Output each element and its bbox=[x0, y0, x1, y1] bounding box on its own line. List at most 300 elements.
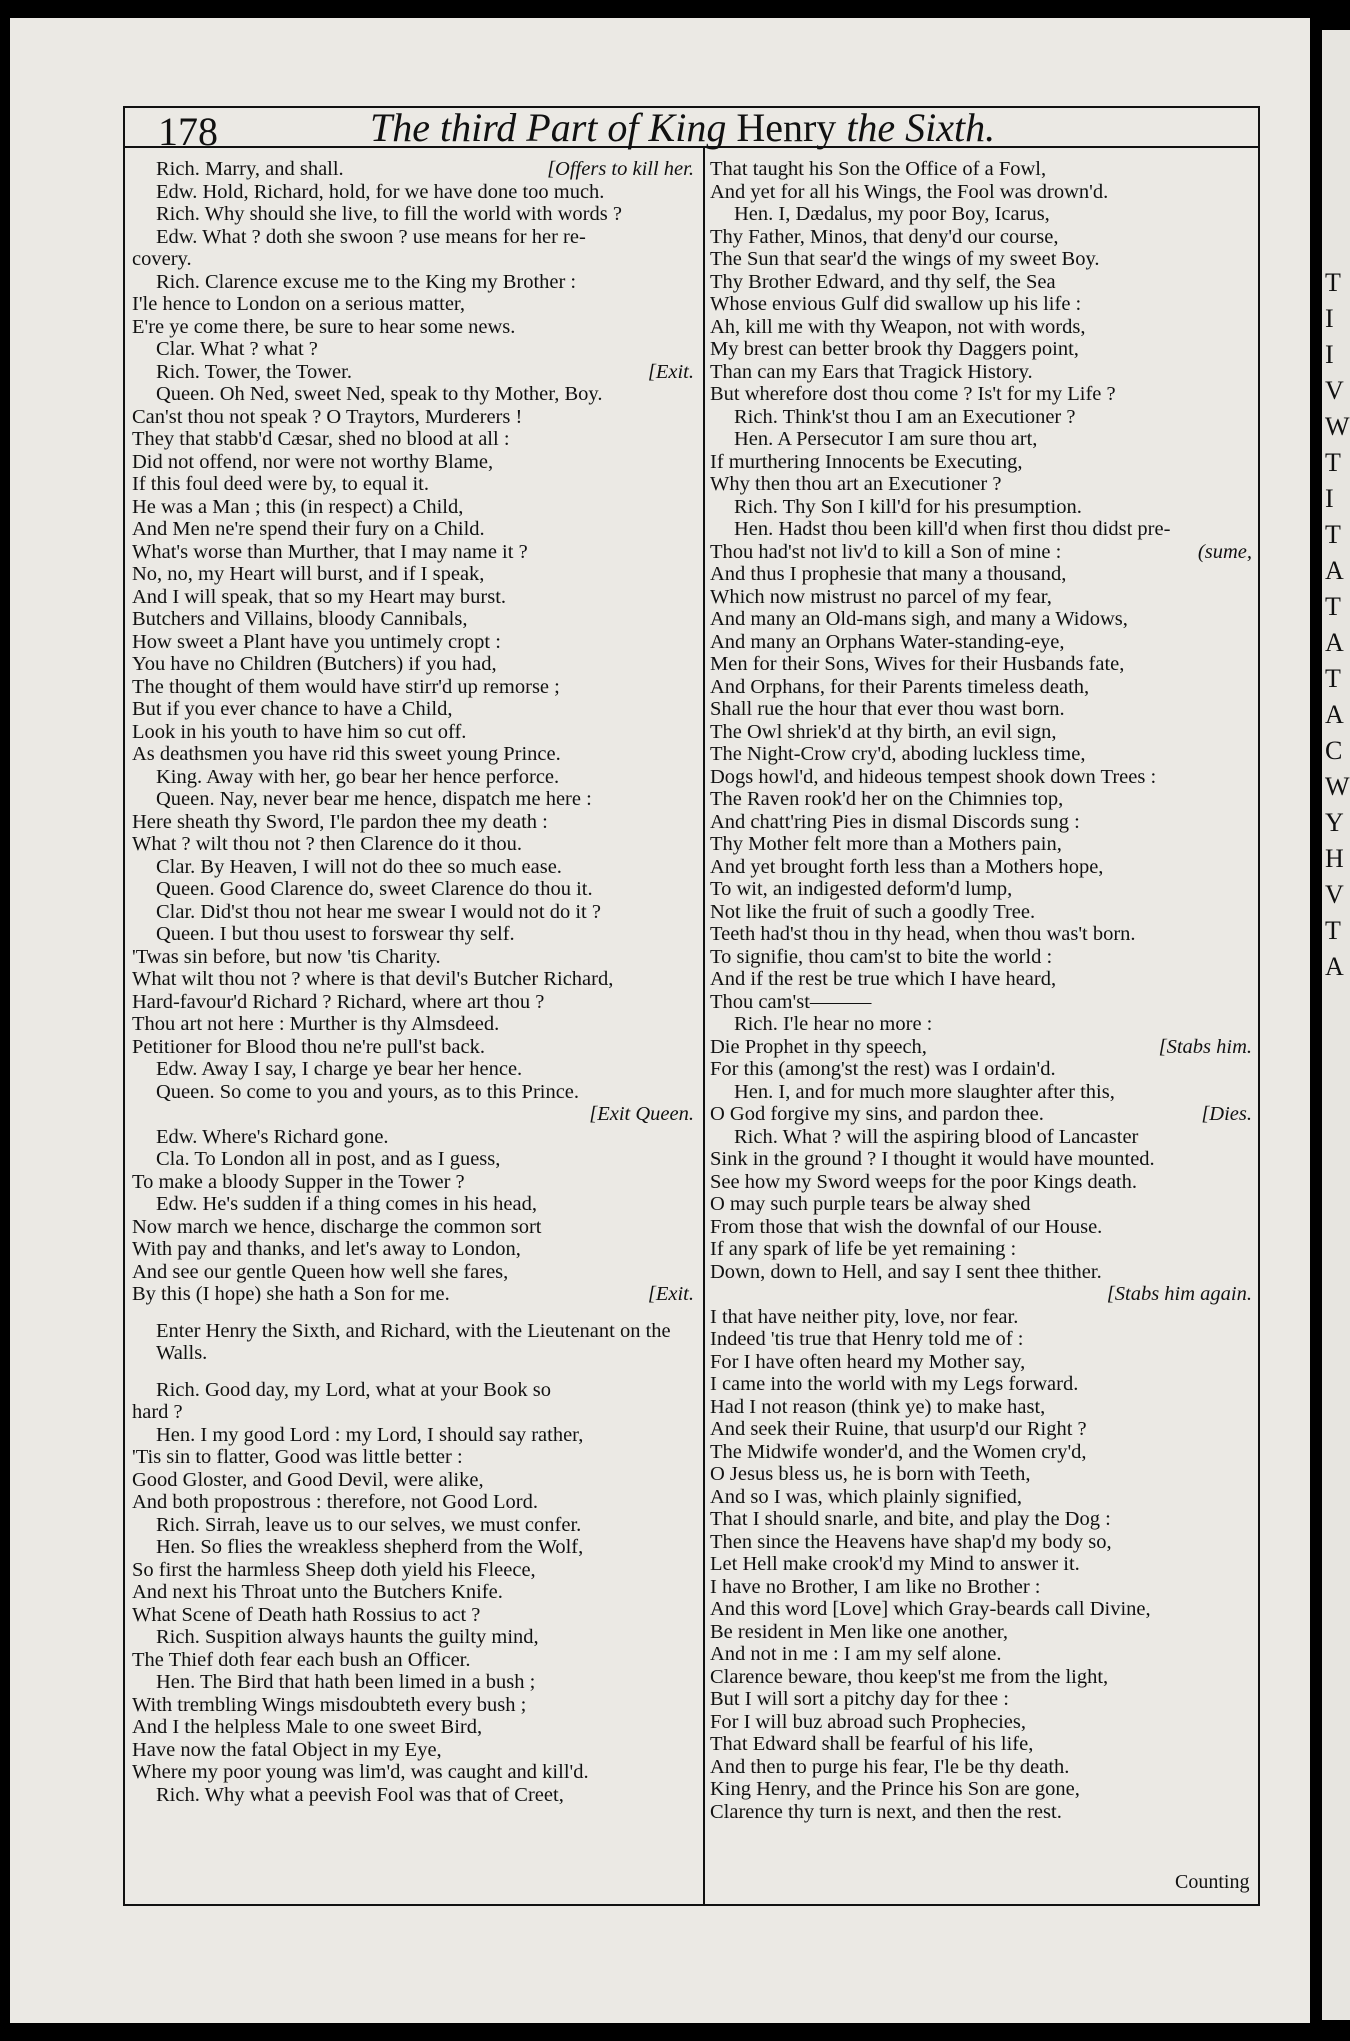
line-text: Thy Father, Minos, that deny'd our course, bbox=[710, 225, 1059, 248]
line-text: Hen. A Persecutor I am sure thou art, bbox=[734, 428, 1038, 450]
line-text: And seek their Ruine, that usurp'd our Right ? bbox=[710, 1418, 1087, 1440]
verse-line bbox=[710, 1081, 1252, 1104]
line-text: I that have neither pity, love, nor fear. bbox=[710, 1305, 1019, 1328]
verse-line bbox=[132, 1581, 694, 1604]
line-text: He was a Man ; this (in respect) a Child, bbox=[132, 495, 464, 518]
verse-line bbox=[710, 631, 1252, 654]
line-text: And so I was, which plainly signified, bbox=[710, 1485, 1023, 1508]
line-text: Thy Mother felt more than a Mothers pain, bbox=[710, 833, 1062, 855]
verse-line bbox=[132, 833, 694, 856]
line-text: Thou art not here : Murther is thy Almsdeed. bbox=[132, 1013, 500, 1035]
verse-line bbox=[710, 473, 1252, 496]
line-text: Can'st thou not speak ? O Traytors, Murderers ! bbox=[132, 405, 523, 428]
verse-line bbox=[710, 1621, 1252, 1644]
line-text: Sink in the ground ? I thought it would have mounted. bbox=[710, 1148, 1155, 1170]
verse-line bbox=[132, 1081, 694, 1104]
stage-direction-marginal: [Stabs him again. bbox=[1106, 1283, 1252, 1305]
verse-line bbox=[710, 1306, 1252, 1329]
verse-line bbox=[710, 226, 1252, 249]
line-text: And many an Orphans Water-standing-eye, bbox=[710, 630, 1065, 653]
line-text: You have no Children (Butchers) if you had, bbox=[132, 653, 497, 675]
line-text: By this (I hope) she hath a Son for me. bbox=[132, 1283, 450, 1305]
line-text: From those that wish the downfal of our House. bbox=[710, 1215, 1103, 1238]
verse-line bbox=[132, 1193, 694, 1216]
verse-line bbox=[710, 1261, 1252, 1284]
verse-line bbox=[710, 968, 1252, 991]
verse-line bbox=[710, 1486, 1252, 1509]
verse-line bbox=[710, 1778, 1252, 1801]
verse-line bbox=[710, 518, 1252, 541]
line-text: Thou had'st not liv'd to kill a Son of mine : bbox=[710, 540, 1062, 563]
verse-line bbox=[710, 496, 1252, 519]
verse-line bbox=[132, 1283, 694, 1306]
verse-line bbox=[710, 946, 1252, 969]
line-text: King Henry, and the Prince his Son are gone, bbox=[710, 1778, 1080, 1800]
line-text: And not in me : I am my self alone. bbox=[710, 1643, 1002, 1665]
line-text: O may such purple tears be alway shed bbox=[710, 1193, 1031, 1215]
line-text: Look in his youth to have him so cut off. bbox=[132, 720, 467, 743]
verse-line bbox=[132, 743, 694, 766]
verse-line bbox=[132, 1036, 694, 1059]
verse-line bbox=[710, 1711, 1252, 1734]
verse-line bbox=[132, 361, 694, 384]
line-text: And I the helpless Male to one sweet Bird, bbox=[132, 1716, 483, 1738]
line-text: See how my Sword weeps for the poor Kings death. bbox=[710, 1170, 1138, 1193]
verse-line bbox=[710, 833, 1252, 856]
verse-line bbox=[132, 293, 694, 316]
verse-line bbox=[710, 383, 1252, 406]
line-text: Enter Henry the Sixth, and Richard, with the Lieutenant on the Walls. bbox=[156, 1319, 671, 1364]
right-text-column bbox=[710, 158, 1252, 1823]
verse-line bbox=[132, 1694, 694, 1717]
stage-direction-marginal: [Exit. bbox=[647, 1283, 694, 1305]
verse-line bbox=[132, 698, 694, 721]
verse-line bbox=[710, 1036, 1252, 1059]
verse-line bbox=[710, 1193, 1252, 1216]
line-text: Edw. He's sudden if a thing comes in his head, bbox=[156, 1193, 537, 1215]
line-text: So first the harmless Sheep doth yield his Fleece, bbox=[132, 1558, 536, 1581]
facing-page-letter: T bbox=[1325, 916, 1341, 945]
facing-page-letter: I bbox=[1325, 340, 1334, 369]
facing-page-letter: A bbox=[1325, 556, 1344, 585]
stage-direction-marginal: [Offers to kill her. bbox=[547, 158, 694, 180]
verse-line bbox=[132, 1013, 694, 1036]
facing-page-letter: T bbox=[1325, 592, 1341, 621]
verse-line bbox=[132, 473, 694, 496]
line-text: Not like the fruit of such a goodly Tree. bbox=[710, 900, 1036, 923]
left-text-column bbox=[132, 158, 694, 1806]
line-text: Teeth had'st thou in thy head, when thou was't born. bbox=[710, 923, 1136, 945]
verse-line bbox=[132, 721, 694, 744]
verse-line bbox=[132, 451, 694, 474]
verse-line bbox=[710, 721, 1252, 744]
line-text: Clar. By Heaven, I will not do thee so much ease. bbox=[156, 855, 562, 878]
stage-direction-marginal: [Exit. bbox=[647, 360, 694, 383]
line-text: Indeed 'tis true that Henry told me of : bbox=[710, 1328, 1024, 1350]
line-text: Whose envious Gulf did swallow up his life : bbox=[710, 293, 1082, 315]
line-text: Did not offend, nor were not worthy Blame, bbox=[132, 450, 494, 473]
line-text: To wit, an indigested deform'd lump, bbox=[710, 878, 1013, 900]
facing-page-letter: T bbox=[1325, 268, 1341, 297]
line-text: Edw. Away I say, I charge ye bear her hence. bbox=[156, 1058, 523, 1080]
verse-line bbox=[710, 1666, 1252, 1689]
verse-line bbox=[132, 631, 694, 654]
line-text: Queen. Oh Ned, sweet Ned, speak to thy Mother, Boy. bbox=[156, 383, 603, 405]
verse-line bbox=[710, 811, 1252, 834]
verse-line bbox=[710, 1171, 1252, 1194]
verse-line bbox=[132, 406, 694, 429]
verse-line bbox=[710, 856, 1252, 879]
verse-line bbox=[132, 991, 694, 1014]
line-text: To signifie, thou cam'st to bite the world : bbox=[710, 945, 1053, 968]
stage-direction-marginal: (sume, bbox=[1197, 540, 1252, 563]
line-text: And I will speak, that so my Heart may burst. bbox=[132, 585, 507, 608]
facing-page-letter: V bbox=[1325, 376, 1344, 405]
facing-page-letter: H bbox=[1325, 844, 1344, 873]
line-text: Rich. Why what a peevish Fool was that of Creet, bbox=[156, 1783, 564, 1806]
line-text: If this foul deed were by, to equal it. bbox=[132, 473, 429, 495]
facing-page-letter: V bbox=[1325, 880, 1344, 909]
line-text: With pay and thanks, and let's away to London, bbox=[132, 1238, 521, 1260]
line-text: Queen. Nay, never bear me hence, dispatch me here : bbox=[156, 788, 592, 810]
facing-page-letter: I bbox=[1325, 304, 1334, 333]
verse-line bbox=[710, 1238, 1252, 1261]
line-text: With trembling Wings misdoubteth every bush ; bbox=[132, 1693, 527, 1716]
verse-line bbox=[710, 248, 1252, 271]
verse-line bbox=[710, 203, 1252, 226]
line-text: Dogs howl'd, and hideous tempest shook down Trees : bbox=[710, 765, 1157, 788]
line-text: And Men ne're spend their fury on a Child. bbox=[132, 518, 485, 540]
verse-line bbox=[132, 1604, 694, 1627]
verse-line bbox=[710, 698, 1252, 721]
line-text: O Jesus bless us, he is born with Teeth, bbox=[710, 1463, 1031, 1485]
verse-line bbox=[132, 901, 694, 924]
verse-line bbox=[710, 1103, 1252, 1126]
line-text: Hen. I my good Lord : my Lord, I should say rather, bbox=[156, 1423, 584, 1446]
line-text: The thought of them would have stirr'd up remorse ; bbox=[132, 675, 560, 698]
line-text: If any spark of life be yet remaining : bbox=[710, 1238, 1017, 1260]
stage-direction-marginal: [Exit Queen. bbox=[589, 1103, 694, 1125]
line-text: I came into the world with my Legs forward. bbox=[710, 1373, 1079, 1395]
verse-line bbox=[132, 608, 694, 631]
verse-line bbox=[132, 203, 694, 226]
verse-line bbox=[710, 1733, 1252, 1756]
line-text: And thus I prophesie that many a thousand, bbox=[710, 563, 1067, 585]
line-text: Edw. What ? doth she swoon ? use means for her re- bbox=[156, 225, 586, 248]
verse-line bbox=[132, 428, 694, 451]
verse-line bbox=[710, 1396, 1252, 1419]
line-text: Down, down to Hell, and say I sent thee thither. bbox=[710, 1260, 1102, 1283]
column-divider bbox=[703, 148, 705, 1906]
line-text: King. Away with her, go bear her hence perforce. bbox=[156, 765, 560, 788]
line-text: Die Prophet in thy speech, bbox=[710, 1035, 927, 1058]
verse-line bbox=[132, 1739, 694, 1762]
page-number: 178 bbox=[158, 109, 218, 154]
line-text: O God forgive my sins, and pardon thee. bbox=[710, 1103, 1044, 1125]
verse-line bbox=[132, 1491, 694, 1514]
verse-line bbox=[710, 451, 1252, 474]
verse-line bbox=[132, 1626, 694, 1649]
verse-line bbox=[132, 1784, 694, 1807]
verse-line bbox=[132, 1559, 694, 1582]
line-text: But if you ever chance to have a Child, bbox=[132, 698, 453, 720]
line-text: Good Gloster, and Good Devil, were alike, bbox=[132, 1468, 484, 1491]
facing-page-letter: W bbox=[1325, 772, 1350, 801]
verse-line bbox=[710, 1801, 1252, 1824]
verse-line bbox=[710, 158, 1252, 181]
line-text: Rich. Suspition always haunts the guilty mind, bbox=[156, 1626, 539, 1648]
line-text: Queen. Good Clarence do, sweet Clarence do thou it. bbox=[156, 878, 593, 900]
title-part: Henry bbox=[726, 105, 847, 150]
line-text: Let Hell make crook'd my Mind to answer it. bbox=[710, 1553, 1080, 1575]
facing-page-letter: W bbox=[1325, 412, 1350, 441]
facing-page-letter: T bbox=[1325, 664, 1341, 693]
line-text: Rich. Why should she live, to fill the world with words ? bbox=[156, 203, 622, 225]
line-text: What ? wilt thou not ? then Clarence do it thou. bbox=[132, 833, 522, 855]
verse-line bbox=[132, 181, 694, 204]
line-text: And next his Throat unto the Butchers Knife. bbox=[132, 1581, 503, 1603]
line-text: For this (among'st the rest) was I ordain'd. bbox=[710, 1058, 1056, 1080]
line-text: Why then thou art an Executioner ? bbox=[710, 473, 1002, 495]
line-text: Hard-favour'd Richard ? Richard, where art thou ? bbox=[132, 990, 545, 1013]
verse-line bbox=[710, 541, 1252, 564]
line-text: That I should snarle, and bite, and play the Dog : bbox=[710, 1508, 1111, 1530]
line-text: What wilt thou not ? where is that devil's Butcher Richard, bbox=[132, 968, 614, 990]
line-text: E're ye come there, be sure to hear some news. bbox=[132, 315, 516, 338]
line-text: And see our gentle Queen how well she fares, bbox=[132, 1260, 509, 1283]
line-text: Here sheath thy Sword, I'le pardon thee my death : bbox=[132, 810, 548, 833]
line-text: Thou cam'st——— bbox=[710, 990, 872, 1013]
verse-line bbox=[710, 1058, 1252, 1081]
verse-line bbox=[710, 1688, 1252, 1711]
catchword: Counting bbox=[1175, 1871, 1250, 1893]
verse-line bbox=[132, 518, 694, 541]
line-gap bbox=[132, 1306, 694, 1320]
line-text: And many an Old-mans sigh, and many a Widows, bbox=[710, 608, 1128, 630]
verse-line bbox=[132, 1536, 694, 1559]
line-text: Where my poor young was lim'd, was caught and kill'd. bbox=[132, 1761, 589, 1783]
verse-line bbox=[132, 856, 694, 879]
line-text: As deathsmen you have rid this sweet young Prince. bbox=[132, 743, 561, 765]
verse-line bbox=[132, 1058, 694, 1081]
verse-line bbox=[132, 1469, 694, 1492]
verse-line bbox=[710, 788, 1252, 811]
line-text: And yet for all his Wings, the Fool was drown'd. bbox=[710, 180, 1109, 203]
verse-line bbox=[132, 653, 694, 676]
verse-line bbox=[710, 271, 1252, 294]
stage-direction-marginal: [Stabs him. bbox=[1158, 1035, 1252, 1058]
facing-page-letter: A bbox=[1325, 700, 1344, 729]
verse-line bbox=[132, 1424, 694, 1447]
line-text: What's worse than Murther, that I may name it ? bbox=[132, 540, 528, 563]
verse-line bbox=[132, 1671, 694, 1694]
line-text: The Raven rook'd her on the Chimnies top, bbox=[710, 788, 1064, 810]
verse-line bbox=[132, 968, 694, 991]
verse-line bbox=[710, 338, 1252, 361]
line-text: And if the rest be true which I have heard, bbox=[710, 968, 1057, 990]
verse-line bbox=[710, 1283, 1252, 1306]
verse-line bbox=[710, 923, 1252, 946]
verse-line bbox=[710, 1756, 1252, 1779]
verse-line bbox=[710, 653, 1252, 676]
verse-line bbox=[132, 676, 694, 699]
title-part: The third Part of bbox=[370, 105, 649, 150]
verse-line bbox=[710, 361, 1252, 384]
verse-line bbox=[710, 1441, 1252, 1464]
verse-line bbox=[132, 1401, 694, 1424]
line-text: Rich. What ? will the aspiring blood of Lancaster bbox=[734, 1125, 1139, 1148]
line-text: And yet brought forth less than a Mothers hope, bbox=[710, 855, 1104, 878]
line-text: 'Tis sin to flatter, Good was little better : bbox=[132, 1446, 463, 1468]
line-text: I have no Brother, I am like no Brother : bbox=[710, 1575, 1041, 1598]
line-text: For I will buz abroad such Prophecies, bbox=[710, 1710, 1026, 1733]
line-text: Butchers and Villains, bloody Cannibals, bbox=[132, 608, 468, 630]
verse-line bbox=[710, 1418, 1252, 1441]
verse-line bbox=[132, 1649, 694, 1672]
verse-line bbox=[710, 316, 1252, 339]
line-text: To make a bloody Supper in the Tower ? bbox=[132, 1170, 465, 1193]
facing-page-letter: Y bbox=[1325, 808, 1344, 837]
title-part: King bbox=[648, 105, 727, 150]
title-part: the Sixth. bbox=[846, 105, 996, 150]
facing-page-letter: A bbox=[1325, 628, 1344, 657]
line-text: Now march we hence, discharge the common sort bbox=[132, 1215, 542, 1238]
line-text: That taught his Son the Office of a Fowl, bbox=[710, 158, 1047, 180]
verse-line bbox=[132, 878, 694, 901]
line-text: Rich. Thy Son I kill'd for his presumption. bbox=[734, 495, 1082, 518]
line-text: hard ? bbox=[132, 1401, 183, 1423]
line-text: The Sun that sear'd the wings of my sweet Boy. bbox=[710, 248, 1100, 270]
line-text: Queen. So come to you and yours, as to this Prince. bbox=[156, 1080, 580, 1103]
verse-line bbox=[132, 1171, 694, 1194]
line-text: If murthering Innocents be Executing, bbox=[710, 450, 1023, 473]
verse-line bbox=[710, 1643, 1252, 1666]
line-text: And then to purge his fear, I'le be thy death. bbox=[710, 1755, 1070, 1778]
verse-line bbox=[710, 1013, 1252, 1036]
verse-line bbox=[710, 181, 1252, 204]
line-text: That Edward shall be fearful of his life, bbox=[710, 1733, 1034, 1755]
line-text: The Thief doth fear each bush an Officer. bbox=[132, 1648, 471, 1671]
verse-line bbox=[710, 1508, 1252, 1531]
verse-line bbox=[710, 406, 1252, 429]
running-title bbox=[370, 104, 995, 151]
verse-line bbox=[132, 946, 694, 969]
line-text: The Midwife wonder'd, and the Women cry'd, bbox=[710, 1440, 1087, 1463]
verse-line bbox=[710, 1531, 1252, 1554]
verse-line bbox=[710, 1351, 1252, 1374]
line-text: Than can my Ears that Tragick History. bbox=[710, 360, 1033, 383]
verse-line bbox=[710, 563, 1252, 586]
line-text: And Orphans, for their Parents timeless death, bbox=[710, 675, 1090, 698]
line-text: Edw. Where's Richard gone. bbox=[156, 1125, 389, 1148]
line-text: No, no, my Heart will burst, and if I speak, bbox=[132, 563, 485, 585]
verse-line bbox=[710, 676, 1252, 699]
line-text: My brest can better brook thy Daggers point, bbox=[710, 338, 1079, 360]
line-text: The Night-Crow cry'd, aboding luckless time, bbox=[710, 743, 1086, 765]
verse-line bbox=[132, 923, 694, 946]
verse-line bbox=[710, 766, 1252, 789]
line-text: Hen. Hadst thou been kill'd when first thou didst pre- bbox=[734, 518, 1171, 540]
line-text: Have now the fatal Object in my Eye, bbox=[132, 1738, 442, 1761]
verse-line bbox=[710, 293, 1252, 316]
line-text: And chatt'ring Pies in dismal Discords sung : bbox=[710, 810, 1080, 833]
line-text: Thy Brother Edward, and thy self, the Sea bbox=[710, 270, 1056, 293]
line-text: Clar. What ? what ? bbox=[156, 338, 318, 360]
line-text: Cla. To London all in post, and as I guess, bbox=[156, 1148, 501, 1170]
line-text: Rich. Sirrah, leave us to our selves, we must confer. bbox=[156, 1513, 582, 1536]
line-gap bbox=[132, 1365, 694, 1379]
verse-line bbox=[132, 1446, 694, 1469]
line-text: I'le hence to London on a serious matter, bbox=[132, 293, 466, 315]
line-text: For I have often heard my Mother say, bbox=[710, 1350, 1026, 1373]
line-text: But I will sort a pitchy day for thee : bbox=[710, 1688, 1009, 1710]
line-text: Which now mistrust no parcel of my fear, bbox=[710, 585, 1052, 608]
line-text: Queen. I but thou usest to forswear thy self. bbox=[156, 923, 515, 945]
verse-line bbox=[132, 811, 694, 834]
verse-line bbox=[132, 248, 694, 271]
line-text: Rich. Good day, my Lord, what at your Book so bbox=[156, 1378, 551, 1401]
verse-line bbox=[132, 1126, 694, 1149]
verse-line bbox=[132, 1261, 694, 1284]
facing-page-letter: A bbox=[1325, 952, 1344, 981]
verse-line bbox=[710, 1598, 1252, 1621]
facing-page-letter: T bbox=[1325, 520, 1341, 549]
line-text: Petitioner for Blood thou ne're pull'st back. bbox=[132, 1035, 485, 1058]
verse-line bbox=[132, 338, 694, 361]
stage-direction bbox=[132, 1320, 694, 1365]
line-text: Rich. Marry, and shall. bbox=[156, 158, 344, 180]
facing-page-letter: C bbox=[1325, 736, 1343, 765]
verse-line bbox=[132, 586, 694, 609]
line-text: Be resident in Men like one another, bbox=[710, 1620, 1009, 1643]
line-text: The Owl shriek'd at thy birth, an evil sign, bbox=[710, 720, 1057, 743]
line-text: Rich. Tower, the Tower. bbox=[156, 360, 352, 383]
verse-line bbox=[132, 1103, 694, 1126]
verse-line bbox=[132, 1379, 694, 1402]
verse-line bbox=[132, 1716, 694, 1739]
verse-line bbox=[710, 1216, 1252, 1239]
verse-line bbox=[710, 1553, 1252, 1576]
verse-line bbox=[710, 1373, 1252, 1396]
verse-line bbox=[132, 788, 694, 811]
line-text: Clar. Did'st thou not hear me swear I would not do it ? bbox=[156, 900, 601, 923]
line-text: Rich. I'le hear no more : bbox=[734, 1013, 933, 1035]
verse-line bbox=[132, 541, 694, 564]
verse-line bbox=[132, 1148, 694, 1171]
verse-line bbox=[710, 608, 1252, 631]
line-text: covery. bbox=[132, 248, 192, 270]
line-text: Hen. The Bird that hath been limed in a bush ; bbox=[156, 1671, 536, 1693]
line-text: Hen. I, and for much more slaughter after this, bbox=[734, 1080, 1115, 1103]
verse-line bbox=[710, 1463, 1252, 1486]
line-text: They that stabb'd Cæsar, shed no blood at all : bbox=[132, 428, 510, 450]
verse-line bbox=[132, 496, 694, 519]
verse-line bbox=[132, 226, 694, 249]
stage-direction-marginal: [Dies. bbox=[1201, 1103, 1252, 1125]
verse-line bbox=[710, 586, 1252, 609]
verse-line bbox=[710, 1126, 1252, 1149]
verse-line bbox=[132, 766, 694, 789]
line-text: Ah, kill me with thy Weapon, not with words, bbox=[710, 315, 1086, 338]
verse-line bbox=[710, 991, 1252, 1014]
line-text: Had I not reason (think ye) to make hast, bbox=[710, 1395, 1046, 1418]
facing-page-letter: T bbox=[1325, 448, 1341, 477]
verse-line bbox=[710, 901, 1252, 924]
verse-line bbox=[710, 1576, 1252, 1599]
facing-page-letter: I bbox=[1325, 484, 1334, 513]
line-text: Rich. Think'st thou I am an Executioner ? bbox=[734, 405, 1076, 428]
verse-line bbox=[132, 316, 694, 339]
